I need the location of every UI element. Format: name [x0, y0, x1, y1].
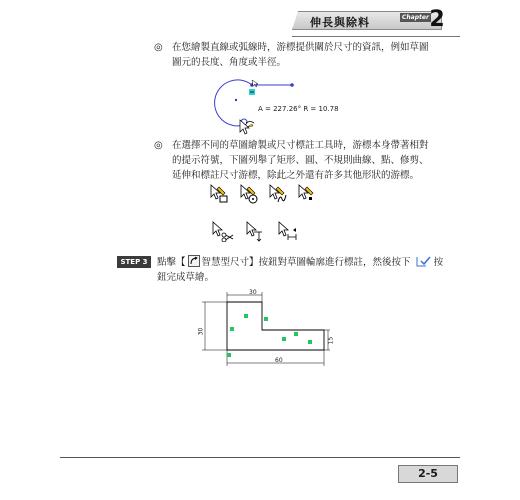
sketch-point	[230, 327, 234, 331]
arc-readout: A = 227.26° R = 10.78	[258, 105, 339, 113]
dimension-label-right: 15	[327, 336, 335, 345]
sketch-point	[227, 353, 231, 357]
step-text: 按	[433, 257, 444, 268]
paragraph-line: 延伸和標註尺寸游標，除此之外還有許多其他形狀的游標。	[172, 170, 420, 181]
sketch-point	[308, 340, 312, 344]
paragraph-line: 在您繪製直線或弧線時，游標提供關於尺寸的資訊，例如草圖	[172, 42, 429, 53]
dimension-cursor-icon	[276, 220, 300, 242]
smart-dimension-button-icon	[188, 255, 200, 267]
arc-cursor-icon	[240, 120, 254, 134]
paragraph-line: 的提示符號，下圖列舉了矩形、圓、不規則曲線、點、修剪、	[172, 155, 429, 166]
paragraph-line: 圖元的長度、角度或半徑。	[172, 57, 287, 68]
dimensioned-sketch	[190, 286, 340, 370]
paragraph-cursor-info	[172, 40, 462, 70]
chapter-title: 伸長與除料	[310, 16, 370, 29]
trim-cursor-icon	[210, 220, 236, 242]
pointer-icon	[252, 80, 258, 87]
dimension-label-left: 30	[197, 327, 205, 336]
dimension-label-bottom: 60	[275, 357, 283, 364]
point-cursor-icon	[296, 183, 318, 205]
circle-cursor-icon	[238, 183, 260, 205]
arc-center	[235, 99, 237, 101]
extend-cursor-icon	[244, 220, 266, 242]
sketch-point	[282, 337, 286, 341]
step-text: 智慧型尺寸】按鈕對草圖輪廓進行標註，然後按下	[201, 257, 411, 268]
dimension-label-top: 30	[249, 289, 257, 296]
chapter-header	[292, 8, 460, 32]
footer-rule	[60, 457, 460, 458]
bullet-symbol: ◎	[154, 42, 163, 53]
rectangle-cursor-icon	[208, 183, 230, 205]
sketch-endpoint	[290, 83, 294, 87]
step-instruction	[157, 255, 467, 285]
header-rule	[292, 36, 460, 37]
sketch-point	[244, 314, 248, 318]
chapter-number: 2	[429, 7, 445, 32]
step-badge: STEP 3	[117, 256, 151, 268]
sketch-arc	[215, 80, 252, 126]
paragraph-cursor-types	[172, 138, 462, 183]
page-number: 2-5	[398, 465, 458, 483]
bullet-symbol: ◎	[154, 140, 163, 151]
step-text: 點擊【	[157, 257, 186, 268]
chapter-label: Chapter	[402, 14, 429, 21]
sketch-point	[294, 332, 298, 336]
exit-sketch-check-icon	[416, 255, 432, 267]
step-text: 鈕完成草繪。	[157, 272, 215, 283]
spline-cursor-icon	[267, 183, 289, 205]
sketch-point	[264, 317, 268, 321]
paragraph-line: 在選擇不同的草圖繪製或尺寸標註工具時，游標本身帶著相對	[172, 140, 429, 151]
